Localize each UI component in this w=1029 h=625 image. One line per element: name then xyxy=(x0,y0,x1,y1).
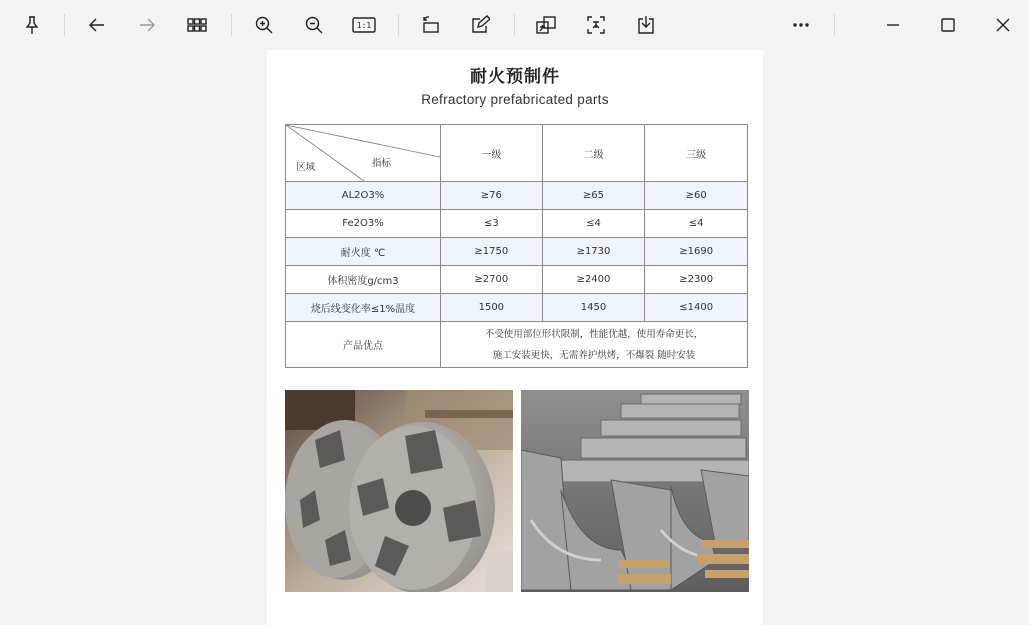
advantage-line: 施工安装更快，无需养护烘烤，不爆裂 随时安装 xyxy=(492,349,696,361)
document-page xyxy=(267,50,763,625)
row-label: 烧后线变化率≤1%温度 xyxy=(286,294,441,322)
rotate-button[interactable] xyxy=(415,10,445,40)
grid-view-button[interactable] xyxy=(182,10,212,40)
row-label: AL2O3% xyxy=(286,182,441,210)
table-cell: ≥1690 xyxy=(645,238,748,266)
table-row xyxy=(286,294,748,322)
zoom-out-icon xyxy=(304,15,324,35)
close-button[interactable] xyxy=(988,10,1018,40)
minimize-icon xyxy=(883,15,903,35)
table-cell: 1500 xyxy=(441,294,543,322)
table-corner-cell xyxy=(286,125,441,182)
table-header: 二级 xyxy=(542,125,645,182)
back-arrow-icon xyxy=(87,15,107,35)
advantage-cell xyxy=(441,322,748,368)
table-cell: ≥2700 xyxy=(441,266,543,294)
table-cell: ≤3 xyxy=(441,210,543,238)
table-cell: ≥1750 xyxy=(441,238,543,266)
row-label: 产品优点 xyxy=(286,322,441,368)
toolbar xyxy=(0,0,1029,50)
translate-button[interactable] xyxy=(531,10,561,40)
toolbar-separator xyxy=(398,14,399,36)
table-cell: ≥60 xyxy=(645,182,748,210)
maximize-icon xyxy=(938,15,958,35)
save-icon xyxy=(636,15,656,35)
maximize-button[interactable] xyxy=(933,10,963,40)
page-subtitle: Refractory prefabricated parts xyxy=(421,92,609,107)
corner-index-label: 指标 xyxy=(372,158,392,169)
row-label: 耐火度 ℃ xyxy=(286,238,441,266)
close-icon xyxy=(993,15,1013,35)
toolbar-separator xyxy=(834,14,835,36)
table-header: 一级 xyxy=(441,125,543,182)
pin-icon xyxy=(22,15,42,35)
edit-button[interactable] xyxy=(465,10,495,40)
forward-arrow-icon xyxy=(137,15,157,35)
zoom-out-button[interactable] xyxy=(299,10,329,40)
text-recognition-icon xyxy=(586,15,606,35)
table-row xyxy=(286,266,748,294)
table-header-row xyxy=(286,125,748,182)
image-viewer[interactable] xyxy=(0,50,1029,625)
channel-blocks-image xyxy=(521,390,749,592)
actual-size-label: 1:1 xyxy=(356,20,372,30)
minimize-button[interactable] xyxy=(878,10,908,40)
edit-icon xyxy=(470,15,490,35)
corner-region-label: 区域 xyxy=(296,162,316,173)
pin-button[interactable] xyxy=(17,10,47,40)
table-cell: ≥2400 xyxy=(542,266,645,294)
table-cell: ≤4 xyxy=(645,210,748,238)
back-button[interactable] xyxy=(82,10,112,40)
more-options-icon xyxy=(791,15,811,35)
table-cell: ≥76 xyxy=(441,182,543,210)
zoom-in-button[interactable] xyxy=(249,10,279,40)
advantage-row xyxy=(286,322,748,368)
spec-table xyxy=(285,124,748,368)
table-cell: ≥65 xyxy=(542,182,645,210)
forward-button[interactable] xyxy=(132,10,162,40)
page-title: 耐火预制件 xyxy=(470,67,560,87)
table-cell: 1450 xyxy=(542,294,645,322)
actual-size-button[interactable] xyxy=(349,10,379,40)
toolbar-separator xyxy=(64,14,65,36)
table-cell: ≤4 xyxy=(542,210,645,238)
text-recognition-button[interactable] xyxy=(581,10,611,40)
toolbar-separator xyxy=(514,14,515,36)
table-cell: ≥2300 xyxy=(645,266,748,294)
table-cell: ≤1400 xyxy=(645,294,748,322)
advantage-line: 不受使用部位形状限制，性能优越，使用寿命更长， xyxy=(484,328,704,340)
row-label: Fe2O3% xyxy=(286,210,441,238)
table-row xyxy=(286,210,748,238)
photo-channel-blocks xyxy=(521,390,749,592)
table-row xyxy=(286,238,748,266)
rotate-icon xyxy=(420,15,440,35)
save-button[interactable] xyxy=(631,10,661,40)
table-header: 三级 xyxy=(645,125,748,182)
zoom-in-icon xyxy=(254,15,274,35)
photo-refractory-discs xyxy=(285,390,513,592)
translate-icon xyxy=(536,15,556,35)
table-row xyxy=(286,182,748,210)
grid-view-icon xyxy=(187,15,207,35)
refractory-discs-image xyxy=(285,390,513,592)
more-options-button[interactable] xyxy=(786,10,816,40)
toolbar-separator xyxy=(231,14,232,36)
row-label: 体积密度g/cm3 xyxy=(286,266,441,294)
table-cell: ≥1730 xyxy=(542,238,645,266)
